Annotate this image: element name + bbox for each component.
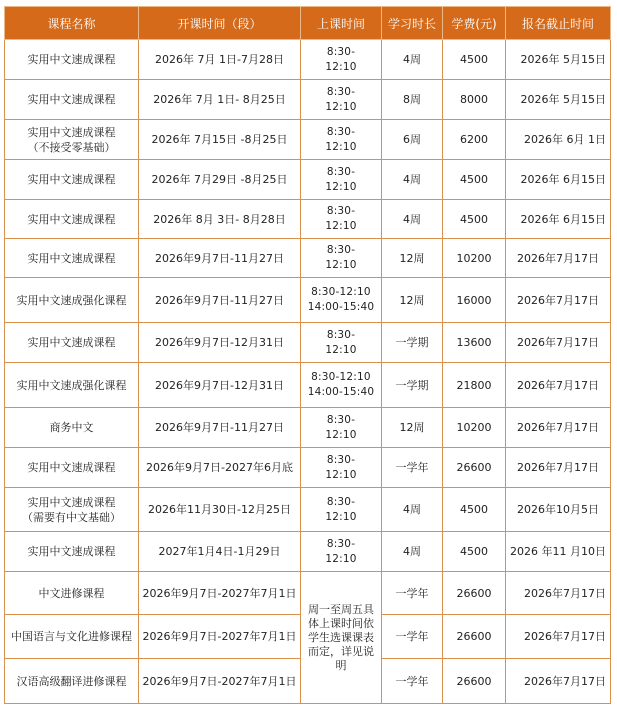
course-name-text: 实用中文速成课程	[27, 53, 116, 66]
enrollment-deadline: 2026年7月17日	[506, 615, 611, 659]
course-period: 2026年9月7日-2027年6月底	[139, 448, 301, 488]
course-fee: 21800	[443, 363, 506, 408]
enrollment-deadline: 2026年7月17日	[506, 239, 611, 278]
course-period: 2026年 8月 3日- 8月28日	[139, 200, 301, 239]
class-time-start: 8:30-12:10	[311, 286, 371, 298]
table-row	[5, 278, 611, 323]
course-period: 2026年9月7日-2027年7月1日	[139, 615, 301, 659]
col-header-class-time: 上课时间	[301, 7, 382, 40]
enrollment-deadline: 2026年 6月15日	[506, 200, 611, 239]
course-name-text: 实用中文速成课程	[27, 461, 116, 474]
class-time-end: 12:10	[325, 468, 357, 481]
course-schedule-table	[4, 6, 611, 704]
course-fee: 26600	[443, 572, 506, 615]
course-period: 2026年11月30日-12月25日	[139, 488, 301, 532]
course-name-text: 实用中文速成课程	[27, 93, 116, 106]
course-name-text: 实用中文速成课程	[27, 545, 116, 558]
course-fee: 4500	[443, 200, 506, 239]
class-time-start: 8:30-	[326, 244, 356, 256]
col-header-duration: 学习时长	[382, 7, 443, 40]
class-time-start: 8:30-	[326, 165, 356, 178]
class-time	[301, 323, 382, 363]
class-time-end: 12:10	[325, 180, 357, 193]
course-name	[5, 363, 139, 408]
enrollment-deadline: 2026年10月5日	[506, 488, 611, 532]
course-duration: 12周	[382, 408, 443, 448]
course-period: 2026年9月7日-12月31日	[139, 363, 301, 408]
table-row	[5, 80, 611, 120]
class-time	[301, 120, 382, 160]
course-duration: 4周	[382, 40, 443, 80]
course-fee: 10200	[443, 408, 506, 448]
class-time	[301, 448, 382, 488]
course-period: 2026年9月7日-11月27日	[139, 408, 301, 448]
class-time-start: 8:30-	[326, 125, 356, 138]
course-duration: 一学年	[382, 572, 443, 615]
enrollment-deadline: 2026年7月17日	[506, 278, 611, 323]
enrollment-deadline: 2026年 5月15日	[506, 40, 611, 80]
course-period: 2026年9月7日-12月31日	[139, 323, 301, 363]
course-name-text: 实用中文速成课程	[27, 251, 116, 265]
course-duration: 一学年	[382, 659, 443, 704]
course-name	[5, 120, 139, 160]
table-row	[5, 448, 611, 488]
course-duration: 一学期	[382, 323, 443, 363]
class-time-start: 8:30-12:10	[311, 371, 371, 383]
table-row	[5, 572, 611, 615]
course-fee: 26600	[443, 659, 506, 704]
course-period: 2026年9月7日-2027年7月1日	[139, 659, 301, 704]
enrollment-deadline: 2026年7月17日	[506, 572, 611, 615]
enrollment-deadline: 2026年7月17日	[506, 363, 611, 408]
class-time-start: 8:30-	[326, 205, 356, 217]
course-duration: 一学期	[382, 363, 443, 408]
course-period: 2026年 7月29日 -8月25日	[139, 160, 301, 200]
course-fee: 26600	[443, 448, 506, 488]
class-time	[301, 278, 382, 323]
course-name	[5, 532, 139, 572]
course-name-text: 实用中文速成强化课程	[16, 378, 127, 392]
class-time	[301, 363, 382, 408]
class-time-end: 12:10	[325, 259, 357, 271]
class-time-end: 14:00-15:40	[307, 386, 375, 398]
enrollment-deadline: 2026年7月17日	[506, 323, 611, 363]
course-name	[5, 239, 139, 278]
class-time-end: 12:10	[325, 510, 357, 523]
course-name: 中国语言与文化进修课程	[5, 615, 139, 659]
course-name	[5, 408, 139, 448]
class-time-end: 12:10	[325, 100, 357, 113]
enrollment-deadline: 2026年7月17日	[506, 448, 611, 488]
course-fee: 10200	[443, 239, 506, 278]
course-name	[5, 160, 139, 200]
table-row	[5, 200, 611, 239]
course-duration: 6周	[382, 120, 443, 160]
course-fee: 4500	[443, 488, 506, 532]
class-time-start: 8:30-	[326, 453, 356, 466]
course-name-text: 实用中文速成课程	[27, 212, 116, 226]
course-period: 2026年 7月15日 -8月25日	[139, 120, 301, 160]
course-name-note: （需要有中文基础）	[22, 510, 121, 524]
col-header-period: 开课时间（段）	[139, 7, 301, 40]
class-time	[301, 200, 382, 239]
course-name-text: 商务中文	[49, 421, 94, 434]
enrollment-deadline: 2026年 6月15日	[506, 160, 611, 200]
course-duration: 12周	[382, 239, 443, 278]
course-fee: 8000	[443, 80, 506, 120]
course-name-text: 实用中文速成课程	[27, 173, 116, 186]
course-name-note: （不接受零基础）	[27, 140, 116, 154]
course-period: 2027年1月4日-1月29日	[139, 532, 301, 572]
col-header-course-name: 课程名称	[5, 7, 139, 40]
class-time-start: 8:30-	[326, 413, 356, 426]
table-row	[5, 488, 611, 532]
course-duration: 4周	[382, 160, 443, 200]
class-time	[301, 532, 382, 572]
course-duration: 一学年	[382, 615, 443, 659]
table-row	[5, 408, 611, 448]
course-name-text: 实用中文速成课程	[27, 495, 116, 509]
enrollment-deadline: 2026 年11 月10日	[506, 532, 611, 572]
class-time-end: 12:10	[325, 60, 357, 73]
course-name	[5, 200, 139, 239]
class-time-end: 12:10	[325, 220, 357, 232]
class-time-end: 14:00-15:40	[307, 301, 375, 313]
table-row	[5, 40, 611, 80]
class-time-start: 8:30-	[326, 537, 356, 550]
course-name-text: 实用中文速成强化课程	[16, 293, 127, 307]
course-duration: 4周	[382, 200, 443, 239]
course-fee: 13600	[443, 323, 506, 363]
class-time	[301, 80, 382, 120]
course-period: 2026年9月7日-11月27日	[139, 278, 301, 323]
table-row	[5, 160, 611, 200]
course-name	[5, 323, 139, 363]
course-period: 2026年 7月 1日-7月28日	[139, 40, 301, 80]
class-time-end: 12:10	[325, 343, 357, 356]
class-time-end: 12:10	[325, 140, 357, 153]
col-header-fee: 学费(元)	[443, 7, 506, 40]
class-time	[301, 160, 382, 200]
course-duration: 8周	[382, 80, 443, 120]
course-name-text: 实用中文速成课程	[27, 336, 116, 349]
course-name-text: 实用中文速成课程	[27, 125, 116, 139]
class-time-end: 12:10	[325, 552, 357, 565]
course-fee: 6200	[443, 120, 506, 160]
class-time-start: 8:30-	[326, 85, 356, 98]
course-name	[5, 80, 139, 120]
class-time-merged: 周一至周五具体上课时间依学生选课课表 而定，详见说明	[301, 572, 382, 704]
table-row	[5, 532, 611, 572]
course-fee: 4500	[443, 532, 506, 572]
course-duration: 12周	[382, 278, 443, 323]
class-time-start: 8:30-	[326, 45, 356, 58]
course-fee: 4500	[443, 40, 506, 80]
class-time-end: 12:10	[325, 428, 357, 441]
course-duration: 4周	[382, 488, 443, 532]
table-row	[5, 120, 611, 160]
table-header-row	[5, 7, 611, 40]
table-row	[5, 323, 611, 363]
enrollment-deadline: 2026年7月17日	[506, 408, 611, 448]
enrollment-deadline: 2026年7月17日	[506, 659, 611, 704]
course-fee: 16000	[443, 278, 506, 323]
course-period: 2026年 7月 1日- 8月25日	[139, 80, 301, 120]
table-row	[5, 239, 611, 278]
course-name	[5, 278, 139, 323]
class-time	[301, 239, 382, 278]
course-fee: 4500	[443, 160, 506, 200]
enrollment-deadline: 2026年 6月 1日	[506, 120, 611, 160]
course-fee: 26600	[443, 615, 506, 659]
course-name: 汉语高级翻译进修课程	[5, 659, 139, 704]
enrollment-deadline: 2026年 5月15日	[506, 80, 611, 120]
course-duration: 一学年	[382, 448, 443, 488]
class-time-start: 8:30-	[326, 328, 356, 341]
class-time	[301, 408, 382, 448]
course-period: 2026年9月7日-2027年7月1日	[139, 572, 301, 615]
table-row	[5, 363, 611, 408]
course-duration: 4周	[382, 532, 443, 572]
course-name	[5, 488, 139, 532]
course-name	[5, 40, 139, 80]
col-header-deadline: 报名截止时间	[506, 7, 611, 40]
course-period: 2026年9月7日-11月27日	[139, 239, 301, 278]
class-time	[301, 488, 382, 532]
class-time-start: 8:30-	[326, 495, 356, 508]
course-name: 中文进修课程	[5, 572, 139, 615]
class-time	[301, 40, 382, 80]
course-name	[5, 448, 139, 488]
